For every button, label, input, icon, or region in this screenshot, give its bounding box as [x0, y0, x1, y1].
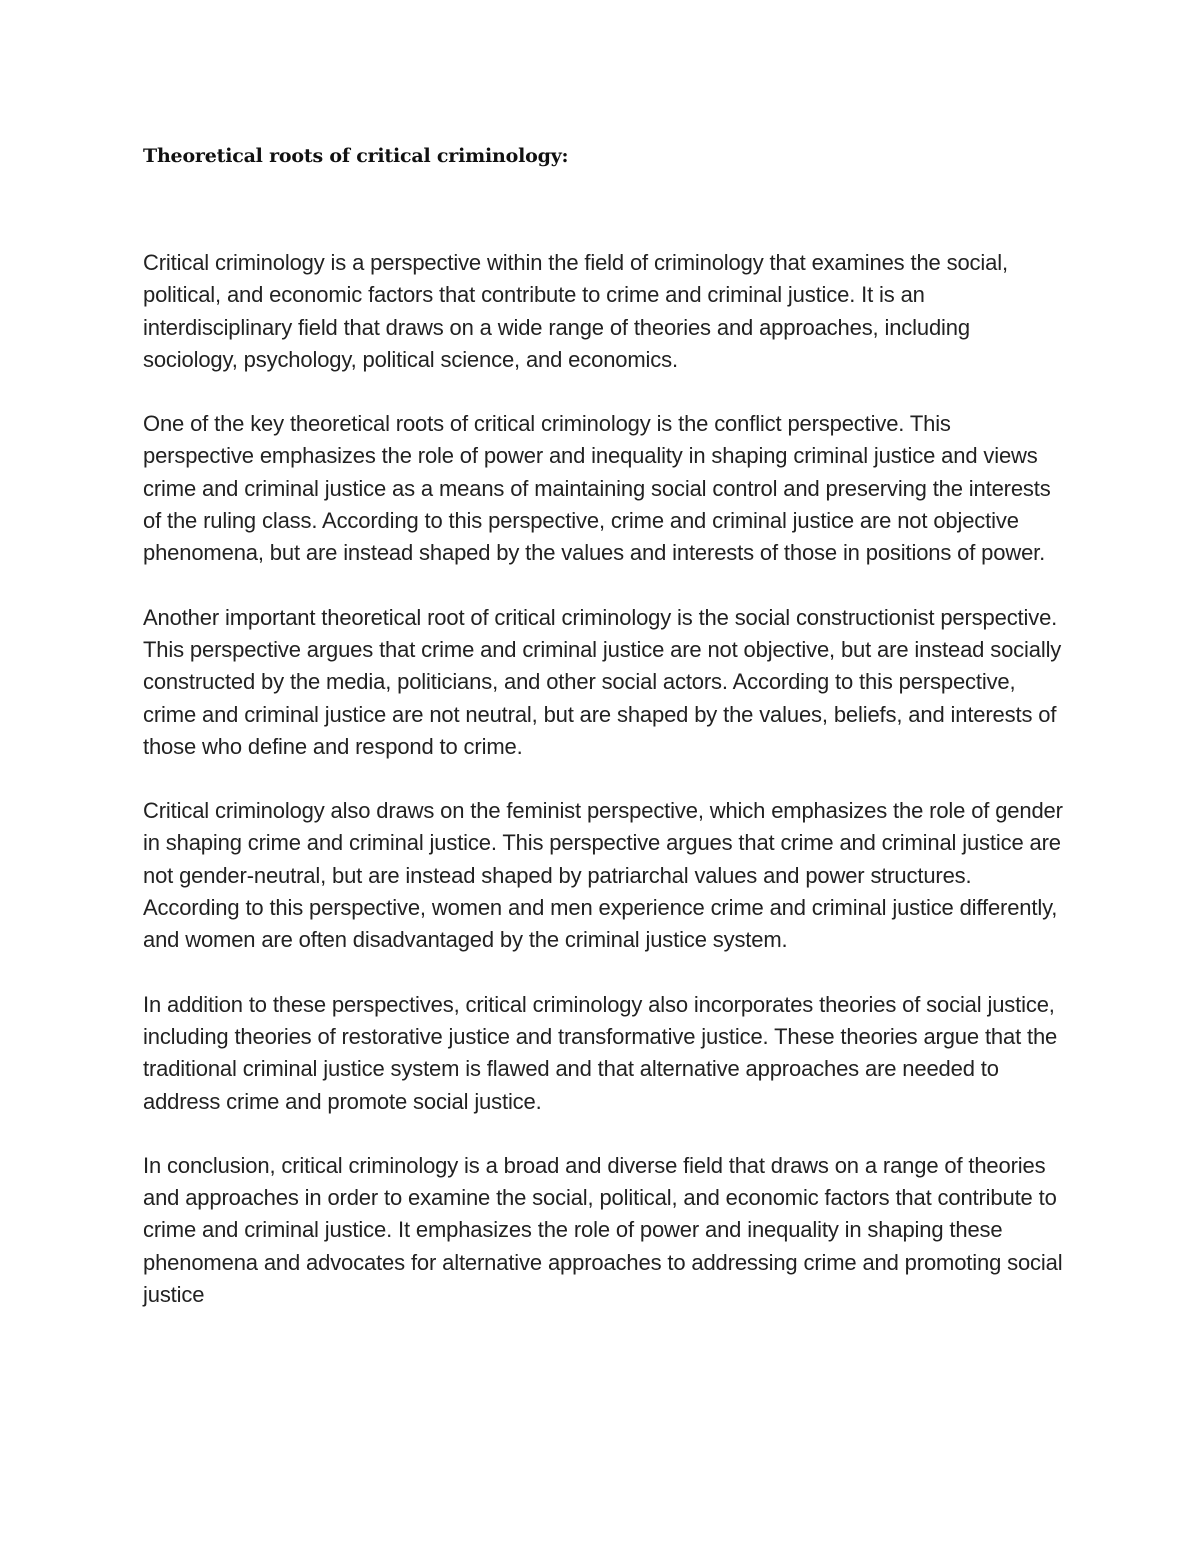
document-title: Theoretical roots of critical criminology:	[143, 145, 569, 167]
document-body	[143, 247, 1063, 1311]
paragraph-feminist-perspective: Critical criminology also draws on the feminist perspective, which emphasizes the role of gender in shaping crime and criminal justice. This perspective argues that crime and criminal justice are not gender-neutral, but are instead shaped by patriarchal values and power structures. According to this perspective, women and men experience crime and criminal justice differently, and women are often disadvantaged by the criminal justice system.	[143, 798, 1063, 953]
paragraph-conflict-perspective: One of the key theoretical roots of critical criminology is the conflict perspective. This perspective emphasizes the role of power and inequality in shaping criminal justice and views crime and criminal justice as a means of maintaining social control and preserving the interests of the ruling class. According to this perspective, crime and criminal justice are not objective phenomena, but are instead shaped by the values and interests of those in positions of power.	[143, 411, 1051, 566]
paragraph-social-constructionist: Another important theoretical root of critical criminology is the social constructionist perspective. This perspective argues that crime and criminal justice are not objective, but are instead socially constructed by the media, politicians, and other social actors. According to this perspective, crime and criminal justice are not neutral, but are shaped by the values, beliefs, and interests of those who define and respond to crime.	[143, 604, 1062, 759]
paragraph-social-justice: In addition to these perspectives, critical criminology also incorporates theories of social justice, including theories of restorative justice and transformative justice. These theories argue that the traditional criminal justice system is flawed and that alternative approaches are needed to address crime and promote social justice.	[143, 991, 1058, 1114]
paragraph-intro: Critical criminology is a perspective within the field of criminology that examines the social, political, and economic factors that contribute to crime and criminal justice. It is an interdisciplinary field that draws on a wide range of theories and approaches, including sociology, psychology, political science, and economics.	[143, 250, 1008, 372]
paragraph-conclusion: In conclusion, critical criminology is a broad and diverse field that draws on a range of theories and approaches in order to examine the social, political, and economic factors that contribute to crime and criminal justice. It emphasizes the role of power and inequality in shaping these phenomena and advocates for alternative approaches to addressing crime and promoting social justice	[143, 1152, 1063, 1308]
